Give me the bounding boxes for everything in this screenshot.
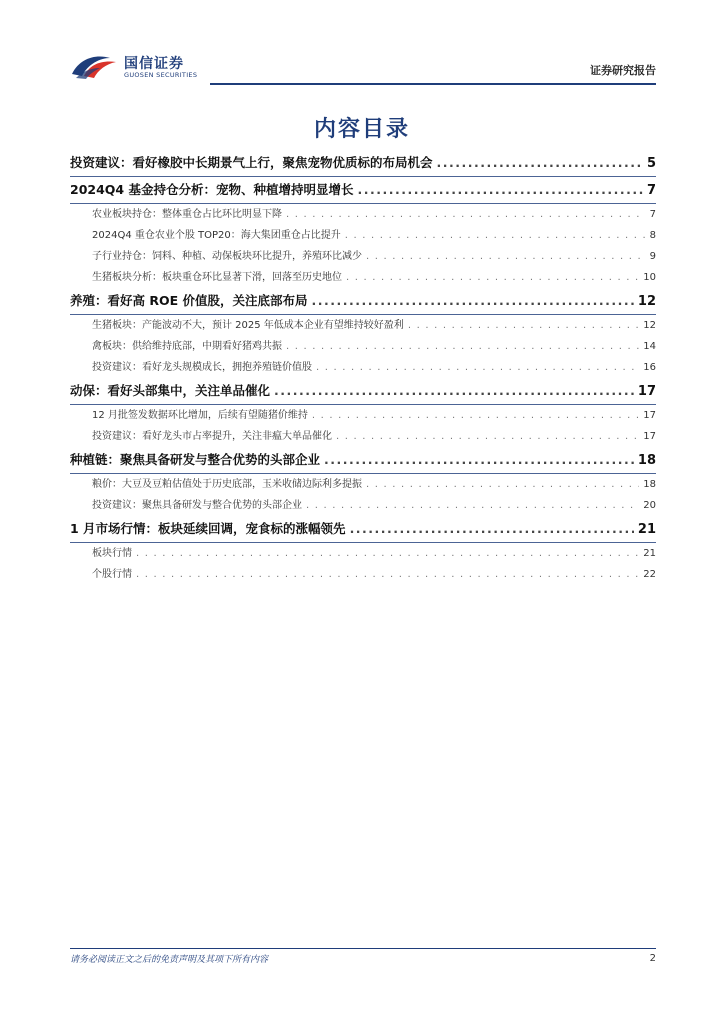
brand-logo (70, 50, 230, 84)
toc-dot-leader (306, 495, 639, 516)
toc-entry-page: 18 (643, 479, 656, 490)
toc-entry-page: 14 (643, 341, 656, 352)
toc-entry-title: 动保：看好头部集中，关注单品催化 (70, 383, 271, 398)
toc-entry-title: 2024Q4 基金持仓分析：宠物、种植增持明显增长 (70, 182, 354, 197)
toc-entry-title: 养殖：看好高 ROE 价值股，关注底部布局 (70, 293, 308, 308)
toc-entry-page: 18 (637, 453, 656, 468)
toc-dot-leader (336, 426, 639, 447)
toc-entry-page: 5 (646, 156, 656, 171)
toc-section-entry[interactable] (70, 447, 656, 473)
toc-section-entry[interactable] (70, 288, 656, 314)
brand-name-en: GUOSEN SECURITIES (124, 71, 198, 79)
toc-entry-title: 生猪板块：产能波动不大，预计 2025 年低成本企业有望维持较好盈利 (92, 320, 404, 331)
toc-entry-page: 16 (643, 362, 656, 373)
toc-section-entry[interactable] (70, 177, 656, 203)
toc-entry-title: 子行业持仓：饲料、种植、动保板块环比提升，养殖环比减少 (92, 251, 362, 262)
toc-entry-page: 21 (637, 522, 656, 537)
toc-entry-title: 12 月批签发数据环比增加，后续有望随猪价维持 (92, 410, 308, 421)
header-divider (210, 83, 656, 85)
toc-dot-leader (316, 357, 639, 378)
toc-dot-leader (286, 336, 639, 357)
footer-divider (70, 948, 656, 949)
toc-entry-page: 17 (643, 410, 656, 421)
toc-entry-page: 20 (643, 500, 656, 511)
toc-entry-title: 禽板块：供给维持底部，中期看好猪鸡共振 (92, 341, 282, 352)
toc-dot-leader (136, 543, 639, 564)
toc-entry-title: 农业板块持仓：整体重仓占比环比明显下降 (92, 209, 282, 220)
toc-dot-leader (408, 315, 639, 336)
toc-entry-title: 投资建议：看好龙头市占率提升，关注非瘟大单品催化 (92, 431, 332, 442)
page-header (70, 50, 656, 84)
toc-subsection-entry[interactable] (70, 225, 656, 246)
toc-entry-page: 17 (643, 431, 656, 442)
toc-entry-title: 种植链：聚焦具备研发与整合优势的头部企业 (70, 452, 321, 467)
toc-dot-leader (312, 405, 639, 426)
toc-subsection-entry[interactable] (70, 426, 656, 447)
toc-subsection-entry[interactable] (70, 246, 656, 267)
toc-entry-page: 8 (649, 230, 656, 241)
toc-entry-title: 投资建议：看好橡胶中长期景气上行，聚焦宠物优质标的布局机会 (70, 155, 433, 170)
toc-entry-title: 生猪板块分析：板块重仓环比显著下滑，回落至历史地位 (92, 272, 342, 283)
toc-entry-page: 7 (646, 183, 656, 198)
footer-disclaimer: 请务必阅读正文之后的免责声明及其项下所有内容 (70, 955, 269, 965)
toc-entry-page: 17 (637, 384, 656, 399)
toc-dot-leader (366, 474, 639, 495)
toc-entry-title: 投资建议：看好龙头规模成长，拥抱养殖链价值股 (92, 362, 312, 373)
toc-subsection-entry[interactable] (70, 405, 656, 426)
toc-entry-title: 个股行情 (92, 569, 132, 580)
toc-entry-page: 12 (637, 294, 656, 309)
toc-entry-page: 21 (643, 548, 656, 559)
toc-entry-page: 9 (649, 251, 656, 262)
toc-entry-page: 10 (643, 272, 656, 283)
toc-entry-title: 2024Q4 重仓农业个股 TOP20：海大集团重仓占比提升 (92, 230, 341, 241)
toc-dot-leader (366, 246, 646, 267)
toc-subsection-entry[interactable] (70, 564, 656, 585)
guosen-logo-icon (70, 52, 118, 80)
toc-entry-title: 投资建议：聚焦具备研发与整合优势的头部企业 (92, 500, 302, 511)
toc-dot-leader (357, 177, 642, 203)
toc-entry-title: 板块行情 (92, 548, 132, 559)
toc-section-entry[interactable] (70, 378, 656, 404)
page-number: 2 (649, 953, 656, 964)
table-of-contents (70, 150, 656, 585)
toc-subsection-entry[interactable] (70, 474, 656, 495)
toc-subsection-entry[interactable] (70, 315, 656, 336)
toc-dot-leader (346, 267, 639, 288)
toc-section-entry[interactable] (70, 516, 656, 542)
toc-subsection-entry[interactable] (70, 267, 656, 288)
report-type-label: 证券研究报告 (590, 64, 656, 77)
toc-entry-page: 7 (649, 209, 656, 220)
toc-entry-title: 粮价：大豆及豆粕估值处于历史底部，玉米收储边际利多提振 (92, 479, 362, 490)
toc-subsection-entry[interactable] (70, 204, 656, 225)
toc-dot-leader (437, 150, 643, 176)
toc-subsection-entry[interactable] (70, 543, 656, 564)
toc-entry-page: 12 (643, 320, 656, 331)
toc-dot-leader (324, 447, 634, 473)
toc-section-entry[interactable] (70, 150, 656, 176)
brand-name-cn: 国信证券 (124, 56, 184, 72)
toc-subsection-entry[interactable] (70, 336, 656, 357)
toc-subsection-entry[interactable] (70, 495, 656, 516)
toc-dot-leader (286, 204, 646, 225)
toc-title: 内容目录 (313, 117, 410, 142)
toc-dot-leader (350, 516, 634, 542)
toc-dot-leader (345, 225, 646, 246)
toc-dot-leader (312, 288, 634, 314)
toc-subsection-entry[interactable] (70, 357, 656, 378)
toc-entry-page: 22 (643, 569, 656, 580)
toc-dot-leader (274, 378, 634, 404)
toc-entry-title: 1 月市场行情：板块延续回调，宠食标的涨幅领先 (70, 521, 346, 536)
toc-dot-leader (136, 564, 639, 585)
